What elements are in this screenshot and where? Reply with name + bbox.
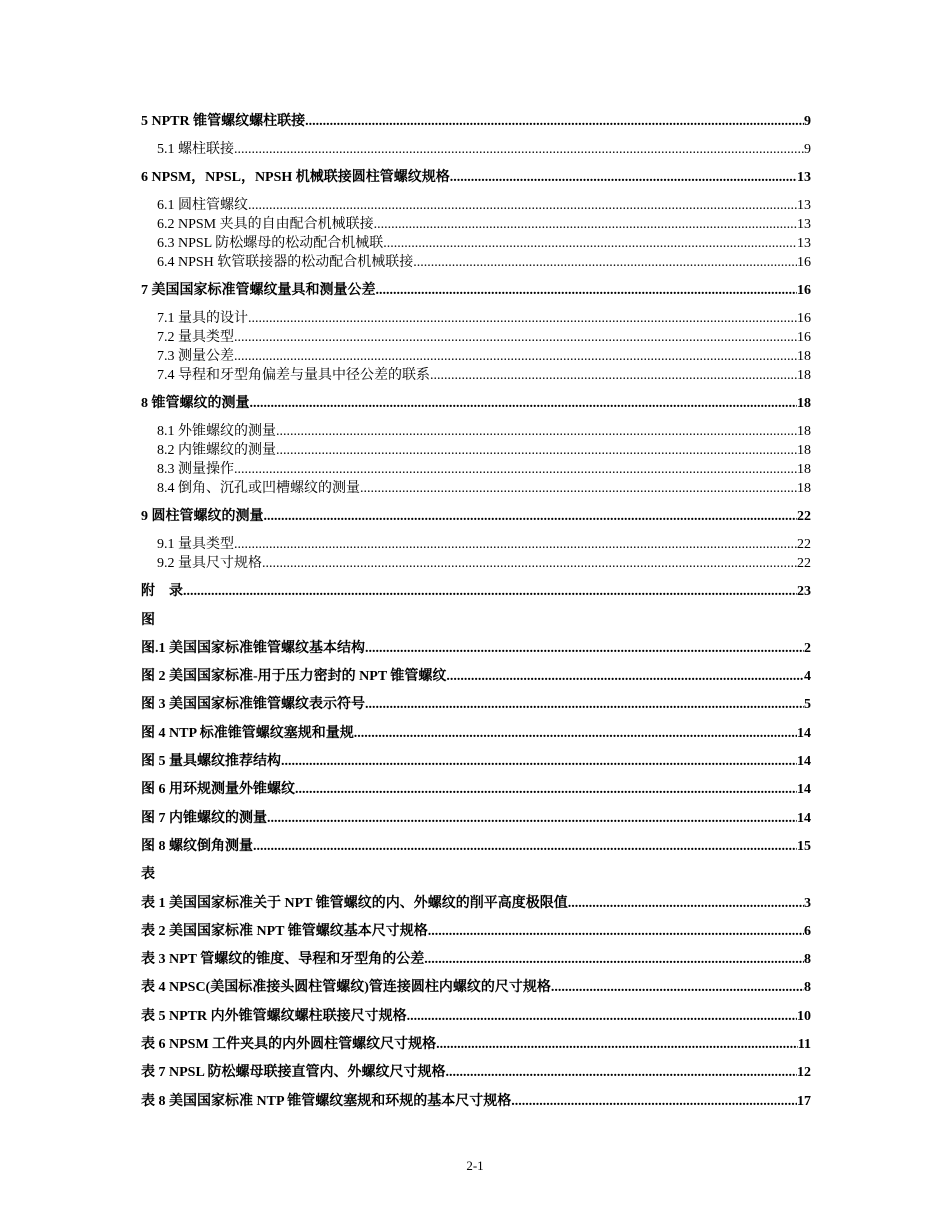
toc-entry-page: 2 bbox=[804, 640, 811, 656]
toc-entry-page: 23 bbox=[797, 584, 811, 600]
toc-entry bbox=[141, 837, 811, 865]
toc-entry-label: 6.4 NPSH 软管联接器的松动配合机械联接 bbox=[157, 255, 414, 271]
toc-entry-label: 6.1 圆柱管螺纹 bbox=[157, 198, 248, 214]
toc-entry-page: 18 bbox=[797, 349, 811, 365]
toc-entry-page: 15 bbox=[797, 838, 811, 854]
toc-entry-label: 5.1 螺柱联接 bbox=[157, 142, 234, 158]
toc-leader-dots bbox=[234, 328, 797, 347]
toc-sub-entry bbox=[141, 441, 811, 460]
toc-leader-dots bbox=[450, 168, 797, 188]
toc-leader-dots bbox=[360, 479, 797, 498]
toc-leader-dots bbox=[234, 140, 804, 159]
toc-leader-dots bbox=[551, 978, 804, 998]
toc-section-heading bbox=[141, 611, 811, 639]
toc-entry-page: 18 bbox=[797, 368, 811, 384]
toc-sub-entry bbox=[141, 554, 811, 582]
toc-entry bbox=[141, 507, 811, 535]
toc-entry-label: 表 2 美国国家标准 NPT 锥管螺纹基本尺寸规格 bbox=[141, 923, 428, 939]
toc-entry-page: 18 bbox=[797, 443, 811, 459]
toc-entry bbox=[141, 752, 811, 780]
toc-entry-page: 5 bbox=[804, 697, 811, 713]
toc-entry-page: 3 bbox=[804, 895, 811, 911]
toc-entry bbox=[141, 894, 811, 922]
toc-entry bbox=[141, 168, 811, 196]
toc-entry-page: 18 bbox=[797, 481, 811, 497]
toc-entry-label: 7.3 测量公差 bbox=[157, 349, 234, 365]
toc-entry-label: 表 bbox=[141, 867, 155, 883]
toc-leader-dots bbox=[374, 215, 797, 234]
toc-leader-dots bbox=[568, 894, 804, 914]
toc-sub-entry bbox=[141, 140, 811, 168]
toc-leader-dots bbox=[430, 366, 797, 385]
toc-entry bbox=[141, 1063, 811, 1091]
toc-entry-label: 图 bbox=[141, 612, 155, 628]
toc-entry-page: 11 bbox=[797, 1037, 811, 1053]
toc-entry bbox=[141, 582, 811, 610]
toc-entry-page: 6 bbox=[804, 923, 811, 939]
toc-leader-dots bbox=[413, 253, 797, 272]
toc-entry-label: 9 圆柱管螺纹的测量 bbox=[141, 509, 264, 525]
toc-entry bbox=[141, 281, 811, 309]
toc-entry-label: 6 NPSM，NPSL，NPSH 机械联接圆柱管螺纹规格 bbox=[141, 170, 450, 186]
toc-leader-dots bbox=[262, 554, 797, 573]
toc-entry-page: 10 bbox=[797, 1008, 811, 1024]
toc-entry-page: 9 bbox=[804, 142, 811, 158]
toc-entry-page: 8 bbox=[804, 952, 811, 968]
toc-entry-label: 表 4 NPSC(美国标准接头圆柱管螺纹)管连接圆柱内螺纹的尺寸规格 bbox=[141, 980, 551, 996]
toc-leader-dots bbox=[511, 1092, 797, 1112]
toc-entry-page: 22 bbox=[797, 537, 811, 553]
toc-entry-label: 表 6 NPSM 工件夹具的内外圆柱管螺纹尺寸规格 bbox=[141, 1037, 437, 1053]
toc-sub-entry bbox=[141, 460, 811, 479]
toc-entry-label: 图.1 美国国家标准锥管螺纹基本结构 bbox=[141, 640, 365, 656]
toc-entry-label: 表 1 美国国家标准关于 NPT 锥管螺纹的内、外螺纹的削平高度极限值 bbox=[141, 895, 568, 911]
toc-leader-dots bbox=[376, 281, 798, 301]
toc-entry-page: 4 bbox=[804, 669, 811, 685]
toc-entry-page: 14 bbox=[797, 810, 811, 826]
toc-leader-dots bbox=[446, 1063, 797, 1083]
toc-entry-page: 13 bbox=[797, 170, 811, 186]
toc-entry-label: 7.2 量具类型 bbox=[157, 330, 234, 346]
toc-sub-entry bbox=[141, 366, 811, 394]
toc-entry-page: 13 bbox=[797, 198, 811, 214]
toc-entry-label: 6.3 NPSL 防松螺母的松动配合机械联 bbox=[157, 236, 384, 252]
toc-section-heading bbox=[141, 865, 811, 893]
toc-entry-label: 图 6 用环规测量外锥螺纹 bbox=[141, 782, 295, 798]
toc-sub-entry bbox=[141, 234, 811, 253]
toc-leader-dots bbox=[305, 112, 804, 132]
toc-leader-dots bbox=[295, 780, 797, 800]
toc-entry-page: 18 bbox=[797, 462, 811, 478]
toc-entry-label: 表 5 NPTR 内外锥管螺纹螺柱联接尺寸规格 bbox=[141, 1008, 407, 1024]
toc-entry-page: 22 bbox=[797, 556, 811, 572]
toc-entry-page: 12 bbox=[797, 1065, 811, 1081]
toc-sub-entry bbox=[141, 535, 811, 554]
toc-leader-dots bbox=[264, 507, 798, 527]
toc-entry bbox=[141, 639, 811, 667]
toc-leader-dots bbox=[248, 309, 797, 328]
toc-entry-page: 16 bbox=[797, 311, 811, 327]
toc-entry bbox=[141, 112, 811, 140]
toc-leader-dots bbox=[446, 667, 804, 687]
toc-entry-page: 16 bbox=[797, 283, 811, 299]
toc-entry-label: 5 NPTR 锥管螺纹螺柱联接 bbox=[141, 114, 306, 129]
toc-entry-label: 8.1 外锥螺纹的测量 bbox=[157, 424, 276, 440]
toc-entry bbox=[141, 1035, 811, 1063]
toc-entry bbox=[141, 1092, 811, 1120]
toc-entry-page: 18 bbox=[797, 396, 811, 412]
toc-leader-dots bbox=[365, 639, 804, 659]
toc-entry-label: 图 8 螺纹倒角测量 bbox=[141, 838, 253, 854]
toc-entry-page: 9 bbox=[804, 114, 811, 129]
toc-entry-page: 14 bbox=[797, 725, 811, 741]
toc-entry-label: 图 3 美国国家标准锥管螺纹表示符号 bbox=[141, 697, 365, 713]
toc-leader-dots bbox=[428, 922, 804, 942]
toc-leader-dots bbox=[276, 441, 797, 460]
toc-sub-entry bbox=[141, 347, 811, 366]
toc-entry bbox=[141, 394, 811, 422]
toc-entry bbox=[141, 780, 811, 808]
toc-entry-label: 7.4 导程和牙型角偏差与量具中径公差的联系 bbox=[157, 368, 430, 384]
toc-entry-page: 17 bbox=[797, 1093, 811, 1109]
table-of-contents bbox=[141, 112, 811, 1120]
toc-entry-page: 16 bbox=[797, 330, 811, 346]
toc-leader-dots bbox=[183, 582, 797, 602]
toc-entry bbox=[141, 667, 811, 695]
toc-leader-dots bbox=[354, 724, 797, 744]
toc-entry-page: 8 bbox=[804, 980, 811, 996]
toc-entry-label: 表 8 美国国家标准 NTP 锥管螺纹塞规和环规的基本尺寸规格 bbox=[141, 1093, 512, 1109]
toc-sub-entry bbox=[141, 253, 811, 281]
toc-leader-dots bbox=[234, 347, 797, 366]
toc-entry-label: 9.2 量具尺寸规格 bbox=[157, 556, 262, 572]
toc-leader-dots bbox=[424, 950, 804, 970]
toc-entry-label: 表 7 NPSL 防松螺母联接直管内、外螺纹尺寸规格 bbox=[141, 1065, 446, 1081]
toc-sub-entry bbox=[141, 215, 811, 234]
toc-leader-dots bbox=[248, 196, 797, 215]
toc-leader-dots bbox=[234, 535, 797, 554]
toc-entry-label: 图 2 美国国家标准-用于压力密封的 NPT 锥管螺纹 bbox=[141, 669, 447, 685]
toc-sub-entry bbox=[141, 328, 811, 347]
toc-entry bbox=[141, 695, 811, 723]
toc-entry-label: 8.3 测量操作 bbox=[157, 462, 234, 478]
toc-entry bbox=[141, 1007, 811, 1035]
toc-sub-entry bbox=[141, 422, 811, 441]
toc-entry-label: 9.1 量具类型 bbox=[157, 537, 234, 553]
toc-entry-label: 表 3 NPT 管螺纹的锥度、导程和牙型角的公差 bbox=[141, 952, 425, 968]
toc-sub-entry bbox=[141, 196, 811, 215]
page-number: 2-1 bbox=[466, 1158, 484, 1173]
toc-entry-label: 图 7 内锥螺纹的测量 bbox=[141, 810, 267, 826]
toc-entry-page: 16 bbox=[797, 255, 811, 271]
toc-entry-page: 14 bbox=[797, 782, 811, 798]
toc-entry-label: 图 5 量具螺纹推荐结构 bbox=[141, 754, 281, 770]
toc-entry-label: 8.4 倒角、沉孔或凹槽螺纹的测量 bbox=[157, 481, 360, 497]
toc-entry-label: 附 录 bbox=[141, 584, 183, 600]
toc-leader-dots bbox=[253, 837, 797, 857]
toc-leader-dots bbox=[281, 752, 797, 772]
toc-entry-page: 13 bbox=[797, 217, 811, 233]
toc-entry-label: 7 美国国家标准管螺纹量具和测量公差 bbox=[141, 283, 376, 299]
toc-leader-dots bbox=[365, 695, 804, 715]
toc-entry-page: 18 bbox=[797, 424, 811, 440]
toc-entry bbox=[141, 978, 811, 1006]
toc-leader-dots bbox=[276, 422, 797, 441]
toc-entry bbox=[141, 950, 811, 978]
toc-entry bbox=[141, 922, 811, 950]
toc-entry-page: 13 bbox=[797, 236, 811, 252]
toc-sub-entry bbox=[141, 309, 811, 328]
toc-leader-dots bbox=[267, 809, 797, 829]
toc-entry bbox=[141, 809, 811, 837]
toc-sub-entry bbox=[141, 479, 811, 507]
toc-entry-label: 图 4 NTP 标准锥管螺纹塞规和量规 bbox=[141, 725, 354, 741]
toc-entry-label: 7.1 量具的设计 bbox=[157, 311, 248, 327]
toc-leader-dots bbox=[407, 1007, 797, 1027]
toc-entry-page: 22 bbox=[797, 509, 811, 525]
toc-leader-dots bbox=[436, 1035, 798, 1055]
toc-entry-label: 8.2 内锥螺纹的测量 bbox=[157, 443, 276, 459]
toc-entry-page: 14 bbox=[797, 754, 811, 770]
toc-entry-label: 8 锥管螺纹的测量 bbox=[141, 396, 250, 412]
toc-leader-dots bbox=[250, 394, 798, 414]
toc-leader-dots bbox=[234, 460, 797, 479]
toc-leader-dots bbox=[383, 234, 797, 253]
toc-entry bbox=[141, 724, 811, 752]
toc-entry-label: 6.2 NPSM 夹具的自由配合机械联接 bbox=[157, 217, 374, 233]
